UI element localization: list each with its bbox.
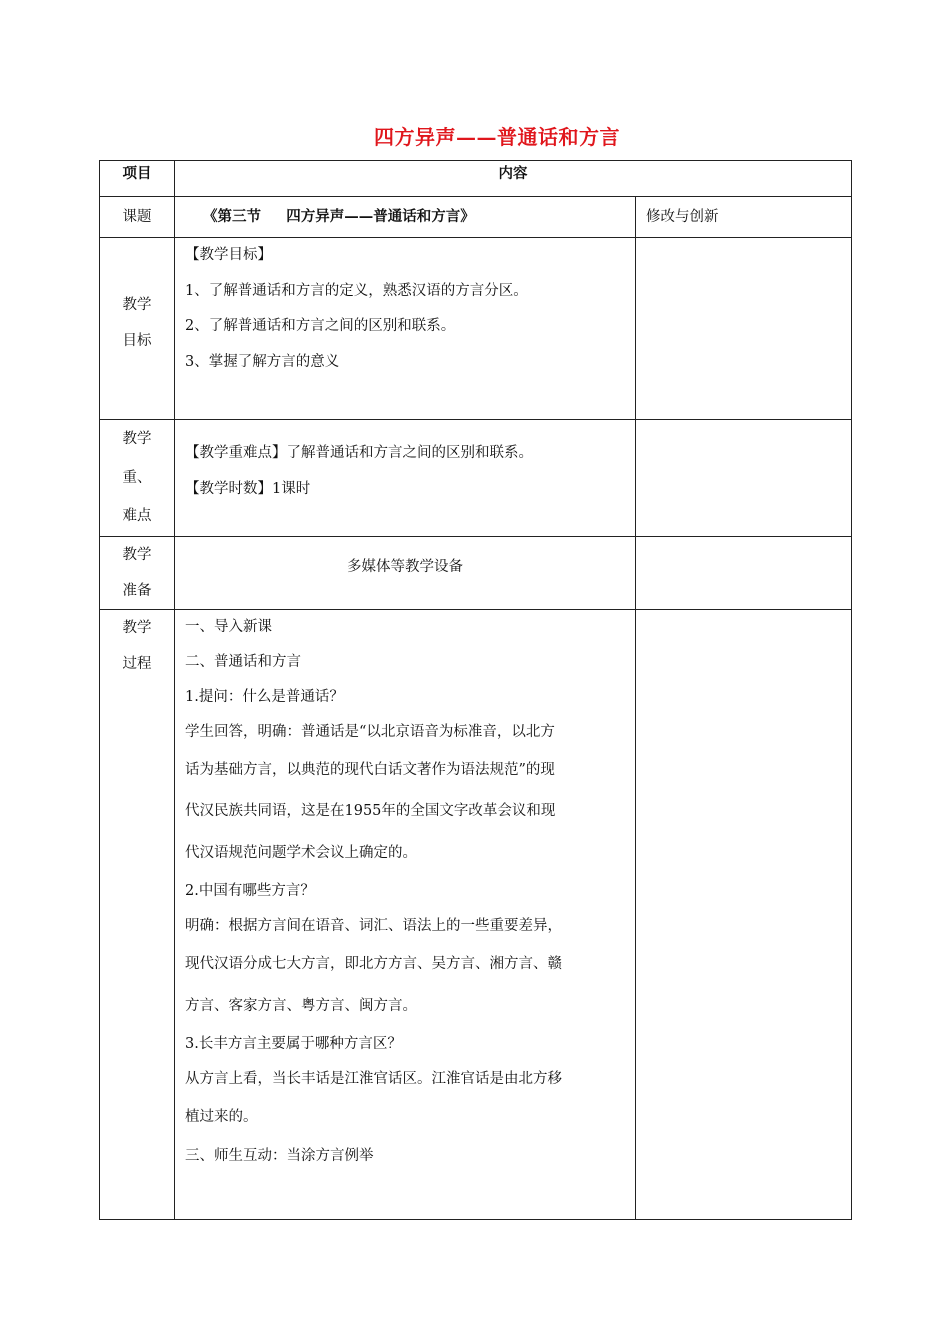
goals-label-line: 目标 — [122, 333, 152, 349]
process-line: 明确：根据方言间在语音、词汇、语法上的一些重要差异， — [185, 918, 562, 934]
preparation-row — [100, 536, 852, 609]
key-points-content-cell — [175, 420, 636, 537]
process-label-line: 过程 — [122, 655, 152, 672]
process-line: 学生回答，明确：普通话是“以北京语音为标准音，以北方 — [185, 723, 555, 740]
process-content-cell — [175, 609, 636, 1219]
header-item-label: 项目 — [122, 165, 152, 182]
header-content-cell — [175, 161, 852, 197]
preparation-note-cell — [636, 536, 852, 609]
preparation-label-line: 教学 — [122, 546, 152, 563]
goals-note-cell — [636, 238, 852, 420]
process-line: 从方言上看，当长丰话是江淮官话区。江淮官话是由北方移 — [185, 1071, 562, 1087]
lesson-plan-table — [99, 160, 852, 1220]
goals-line: 2、了解普通话和方言之间的区别和联系。 — [185, 318, 456, 334]
process-line: 1.提问：什么是普通话？ — [185, 688, 344, 705]
process-line: 现代汉语分成七大方言，即北方方言、吴方言、湘方言、赣 — [185, 956, 562, 972]
goals-line: 1、了解普通话和方言的定义，熟悉汉语的方言分区。 — [185, 282, 528, 299]
key-points-label-cell — [100, 420, 175, 537]
process-note-cell — [636, 609, 852, 1219]
key-points-label-line: 教学 — [122, 431, 152, 447]
page-title: 四方异声——普通话和方言 — [374, 125, 620, 149]
key-points-label-line: 重、 — [122, 469, 152, 486]
process-line: 2.中国有哪些方言？ — [185, 883, 315, 899]
key-points-line: 【教学时数】1课时 — [185, 480, 311, 497]
key-points-label-line: 难点 — [122, 508, 152, 524]
process-line: 代汉语规范问题学术会议上确定的。 — [185, 844, 417, 861]
goals-label-cell — [100, 238, 175, 420]
goals-label-line: 教学 — [122, 297, 152, 313]
process-line: 代汉民族共同语，这是在1955年的全国文字改革会议和现 — [185, 803, 556, 819]
process-line: 话为基础方言，以典范的现代白话文著作为语法规范”的现 — [185, 761, 555, 778]
goals-line: 【教学目标】 — [185, 247, 272, 263]
process-row — [100, 609, 852, 1219]
preparation-content-cell — [175, 536, 636, 609]
process-label-line: 教学 — [122, 619, 152, 636]
topic-row — [100, 197, 852, 238]
process-line: 二、普通话和方言 — [185, 653, 301, 670]
revision-note-label: 修改与创新 — [646, 209, 719, 225]
process-line: 植过来的。 — [185, 1109, 258, 1125]
goals-content-cell — [175, 238, 636, 420]
topic-text: 《第三节 四方异声——普通话和方言》 — [203, 208, 475, 225]
key-points-line: 【教学重难点】了解普通话和方言之间的区别和联系。 — [185, 445, 533, 461]
process-line: 3.长丰方言主要属于哪种方言区？ — [185, 1036, 402, 1052]
topic-note-cell — [636, 197, 852, 238]
header-item-cell — [100, 161, 175, 197]
topic-label: 课题 — [122, 209, 152, 225]
preparation-label-cell — [100, 536, 175, 609]
key-points-row — [100, 420, 852, 537]
topic-text-cell — [175, 197, 636, 238]
goals-row — [100, 238, 852, 420]
topic-label-cell — [100, 197, 175, 238]
process-label-cell — [100, 609, 175, 1219]
key-points-note-cell — [636, 420, 852, 537]
process-line: 一、导入新课 — [185, 618, 272, 635]
table-header-row — [100, 161, 852, 197]
preparation-text: 多媒体等教学设备 — [347, 558, 463, 575]
process-line: 方言、客家方言、粤方言、闽方言。 — [185, 997, 417, 1014]
header-content-label: 内容 — [498, 165, 528, 182]
process-line: 三、师生互动：当涂方言例举 — [185, 1147, 374, 1164]
preparation-label-line: 准备 — [122, 582, 152, 599]
goals-line: 3、掌握了解方言的意义 — [185, 353, 340, 370]
